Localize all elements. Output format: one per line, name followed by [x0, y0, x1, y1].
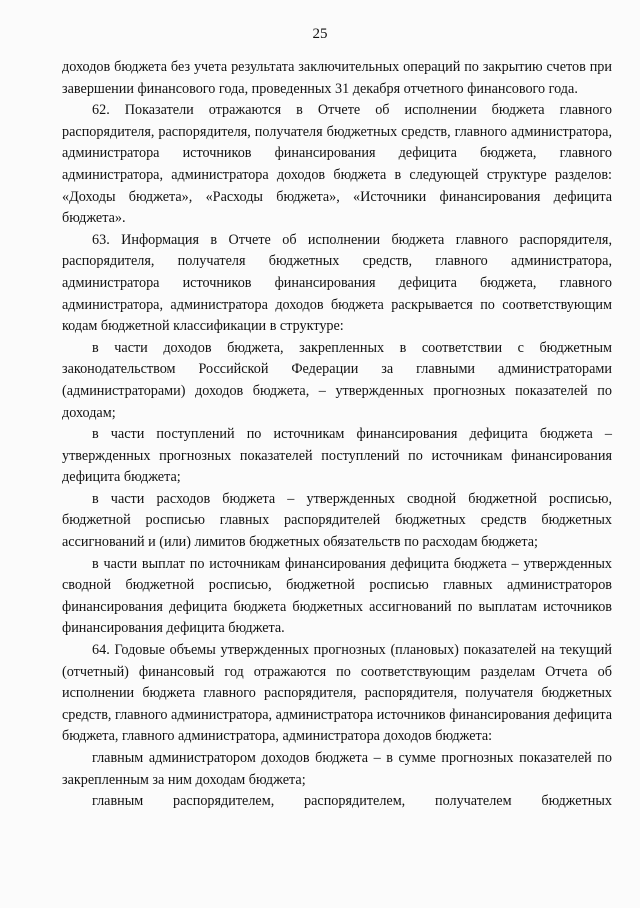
- paragraph-64-distributor: главным распорядителем, распорядителем, получателем бюджетных: [92, 793, 612, 810]
- paragraph-64: 64. Годовые объемы утвержденных прогнозных (плановых) показателей на текущий (отчетный) финансовый год отражаются по соответствующим разделам Отчета об исполнении бюджета главного распорядителя, распорядителя, получателя бюджетных средств, главного администратора, администратора источников финансирования дефицита бюджета, главного администратора, администратора доходов бюджета:: [62, 642, 612, 745]
- document-body: [62, 57, 612, 813]
- paragraph-continuation: доходов бюджета без учета результата заключительных операций по закрытию счетов при завершении финансового года, проведенных 31 декабря отчетного финансового года.: [62, 59, 612, 97]
- paragraph-63-income: в части доходов бюджета, закрепленных в соответствии с бюджетным законодательством Российской Федерации за главными администраторами (администраторами) доходов бюджета, – утвержденных прогнозных показателей по доходам;: [62, 339, 612, 421]
- paragraph-64-income-admin: главным администратором доходов бюджета – в сумме прогнозных показателей по закрепленным за ним доходам бюджета;: [62, 750, 612, 788]
- paragraph-63-expenses: в части расходов бюджета – утвержденных сводной бюджетной росписью, бюджетной росписью главных распорядителей бюджетных средств бюджетных ассигнований и (или) лимитов бюджетных обязательств по расходам бюджета;: [62, 490, 612, 551]
- page-number: 25: [312, 26, 328, 42]
- paragraph-63-receipts: в части поступлений по источникам финансирования дефицита бюджета – утвержденных прогнозных показателей поступлений по источникам финансирования дефицита бюджета;: [62, 426, 612, 486]
- paragraph-62: 62. Показатели отражаются в Отчете об исполнении бюджета главного распорядителя, распорядителя, получателя бюджетных средств, главного администратора, администратора источников финансирования дефицита бюджета, главного администратора, администратора доходов бюджета в следующей структуре разделов: «Доходы бюджета», «Расходы бюджета», «Источники финансирования дефицита бюджета».: [62, 102, 612, 227]
- paragraph-63-payments: в части выплат по источникам финансирования дефицита бюджета – утвержденных сводной бюджетной росписью, бюджетной росписью главных администраторов финансирования дефицита бюджета бюджетных ассигнований по выплатам источников финансирования дефицита бюджета.: [62, 555, 612, 637]
- paragraph-63: 63. Информация в Отчете об исполнении бюджета главного распорядителя, распорядителя, получателя бюджетных средств, главного администратора, администратора источников финансирования дефицита бюджета, главного администратора, администратора доходов бюджета раскрывается по соответствующим кодам бюджетной классификации в структуре:: [62, 231, 612, 335]
